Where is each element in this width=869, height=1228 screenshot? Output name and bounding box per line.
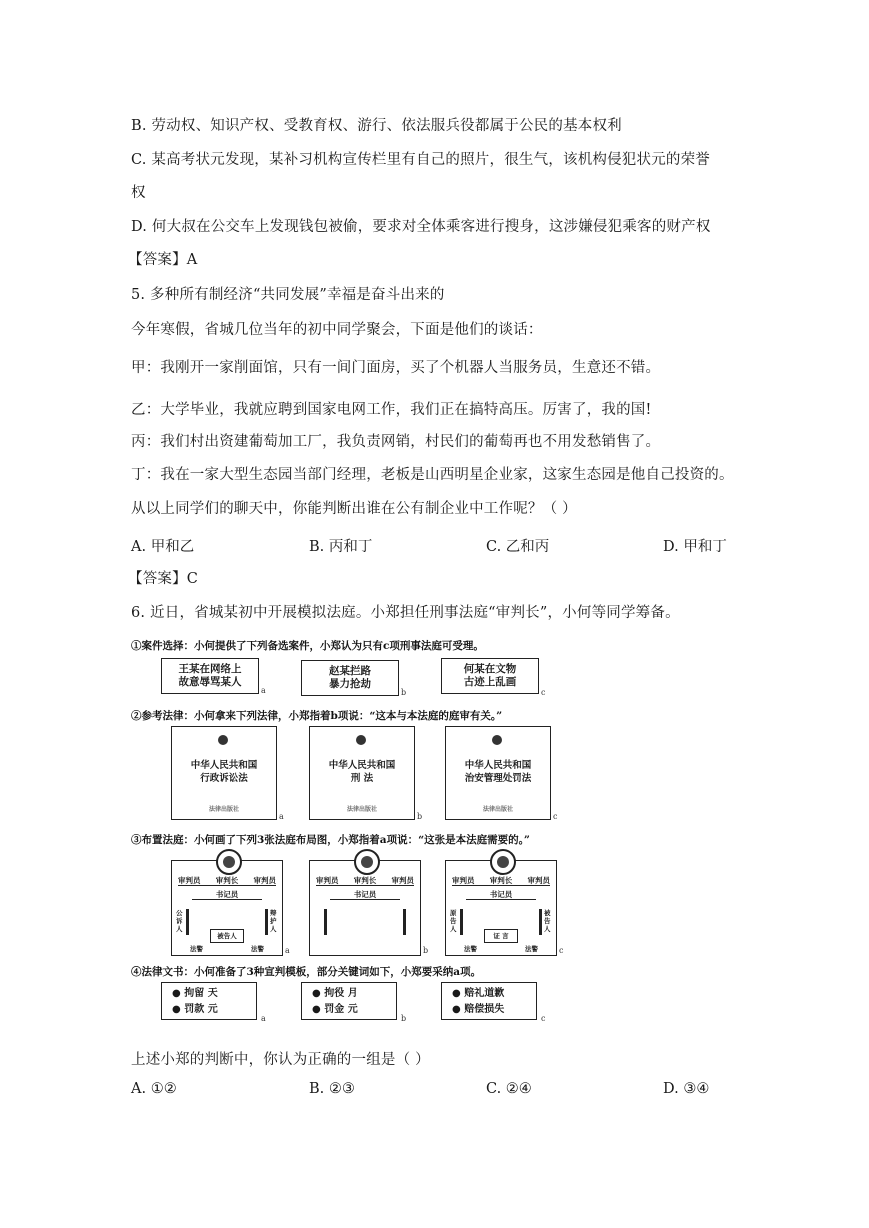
case-b: 赵某拦路 暴力抢劫 xyxy=(301,660,399,696)
question-6-title: 6. 近日，省城某初中开展模拟法庭。小郑担任刑事法庭“审判长”，小何等同学筹备。 xyxy=(131,605,680,621)
emblem-icon xyxy=(216,849,242,875)
label-c: c xyxy=(559,946,564,955)
question-6-prompt: 上述小郑的判断中，你认为正确的一组是（ ） xyxy=(131,1052,430,1068)
label-c: c xyxy=(541,688,546,697)
judge-left: 审判员 xyxy=(178,876,201,885)
q6-option-b: B. ②③ xyxy=(309,1081,355,1097)
clerk: 书记员 xyxy=(489,890,513,899)
label-b: b xyxy=(417,812,423,821)
dock: 证 言 xyxy=(484,929,518,943)
question-5-title: 5. 多种所有制经济“共同发展”幸福是奋斗出来的 xyxy=(131,287,445,303)
emblem-icon xyxy=(356,735,366,745)
case-c: 何某在文物 古迹上乱画 xyxy=(441,658,539,694)
chief-judge: 审判长 xyxy=(489,876,513,885)
q5-option-c: C. 乙和丙 xyxy=(486,539,550,555)
bailiff-left: 法警 xyxy=(190,945,203,953)
answer-5: 【答案】C xyxy=(128,571,199,587)
verdict-template-c: ● 赔礼道歉 ● 赔偿损失 xyxy=(441,982,537,1020)
label-b: b xyxy=(423,946,429,955)
label-a: a xyxy=(285,946,290,955)
label-a: a xyxy=(261,686,266,695)
bailiff-right: 法警 xyxy=(525,945,538,953)
court-layout-c xyxy=(445,860,557,956)
clerk: 书记员 xyxy=(215,890,239,899)
label-b: b xyxy=(401,1014,407,1023)
law-book-a xyxy=(171,726,277,820)
judge-left: 审判员 xyxy=(452,876,475,885)
option-d-text: D. 何大叔在公交车上发现钱包被偷，要求对全体乘客进行搜身，这涉嫌侵犯乘客的财产权 xyxy=(131,219,711,235)
chief-judge: 审判长 xyxy=(215,876,239,885)
publisher-a: 法律出版社 xyxy=(208,806,239,813)
dialogue-yi: 乙：大学毕业，我就应聘到国家电网工作，我们正在搞特高压。厉害了，我的国! xyxy=(131,402,652,418)
emblem-icon xyxy=(354,849,380,875)
question-5-intro: 今年寒假，省城几位当年的初中同学聚会，下面是他们的谈话： xyxy=(131,322,543,338)
right-party: 被告人 xyxy=(544,909,551,933)
option-c-text: C. 某高考状元发现，某补习机构宣传栏里有自己的照片，很生气，该机构侵犯状元的荣誉 xyxy=(131,152,710,168)
law-title-c: 中华人民共和国 治安管理处罚法 xyxy=(464,760,532,784)
law-book-b xyxy=(309,726,415,820)
answer-4: 【答案】A xyxy=(128,252,198,268)
q6-option-c: C. ②④ xyxy=(486,1081,532,1097)
publisher-b: 法律出版社 xyxy=(346,806,377,813)
law-title-b: 中华人民共和国 刑 法 xyxy=(328,760,396,784)
label-c: c xyxy=(541,1014,546,1023)
bailiff-left: 法警 xyxy=(464,945,477,953)
option-b-text: B. 劳动权、知识产权、受教育权、游行、依法服兵役都属于公民的基本权利 xyxy=(131,118,622,134)
left-party: 原告人 xyxy=(450,909,457,933)
q6-option-a: A. ①② xyxy=(131,1081,177,1097)
option-c-continued: 权 xyxy=(131,185,146,201)
left-party: 公诉人 xyxy=(176,909,183,933)
right-party: 辩护人 xyxy=(270,909,277,933)
emblem-icon xyxy=(490,849,516,875)
clerk: 书记员 xyxy=(353,890,377,899)
q5-option-b: B. 丙和丁 xyxy=(309,539,373,555)
label-b: b xyxy=(401,688,407,697)
dialogue-bing: 丙：我们村出资建葡萄加工厂，我负责网销，村民们的葡萄再也不用发愁销售了。 xyxy=(131,434,661,450)
emblem-icon xyxy=(492,735,502,745)
row4-title: ④法律文书：小何准备了3种宣判模板，部分关键词如下，小郑要采纳a项。 xyxy=(131,966,482,978)
law-book-c xyxy=(445,726,551,820)
emblem-icon xyxy=(218,735,228,745)
dialogue-ding: 丁：我在一家大型生态园当部门经理，老板是山西明星企业家，这家生态园是他自己投资的。 xyxy=(131,467,734,483)
judge-right: 审判员 xyxy=(391,876,414,885)
judge-right: 审判员 xyxy=(527,876,550,885)
law-title-a: 中华人民共和国 行政诉讼法 xyxy=(190,760,258,784)
dock: 被告人 xyxy=(210,929,244,943)
bailiff-right: 法警 xyxy=(251,945,264,953)
court-layout-a xyxy=(171,860,283,956)
dialogue-jia: 甲：我刚开一家削面馆，只有一间门面房，买了个机器人当服务员，生意还不错。 xyxy=(131,360,661,376)
question-5-prompt: 从以上同学们的聊天中，你能判断出谁在公有制企业中工作呢？（ ） xyxy=(131,501,577,517)
verdict-template-b: ● 拘役 月 ● 罚金 元 xyxy=(301,982,397,1020)
q5-option-d: D. 甲和丁 xyxy=(663,539,727,555)
chief-judge: 审判长 xyxy=(353,876,377,885)
row3-title: ③布置法庭：小何画了下列3张法庭布局图，小郑指着a项说：“这张是本法庭需要的。” xyxy=(131,834,530,846)
case-a: 王某在网络上 故意辱骂某人 xyxy=(161,658,259,694)
q6-option-d: D. ③④ xyxy=(663,1081,710,1097)
label-c: c xyxy=(553,812,558,821)
publisher-c: 法律出版社 xyxy=(482,806,513,813)
row1-title: ①案件选择：小何提供了下列备选案件，小郑认为只有c项刑事法庭可受理。 xyxy=(131,640,484,652)
label-a: a xyxy=(279,812,284,821)
judge-left: 审判员 xyxy=(316,876,339,885)
label-a: a xyxy=(261,1014,266,1023)
judge-right: 审判员 xyxy=(253,876,276,885)
q5-option-a: A. 甲和乙 xyxy=(131,539,195,555)
mock-court-figure xyxy=(131,636,564,1026)
court-layout-b xyxy=(309,860,421,956)
row2-title: ②参考法律：小何拿来下列法律，小郑指着b项说：“这本与本法庭的庭审有关。” xyxy=(131,710,503,722)
verdict-template-a: ● 拘留 天 ● 罚款 元 xyxy=(161,982,257,1020)
